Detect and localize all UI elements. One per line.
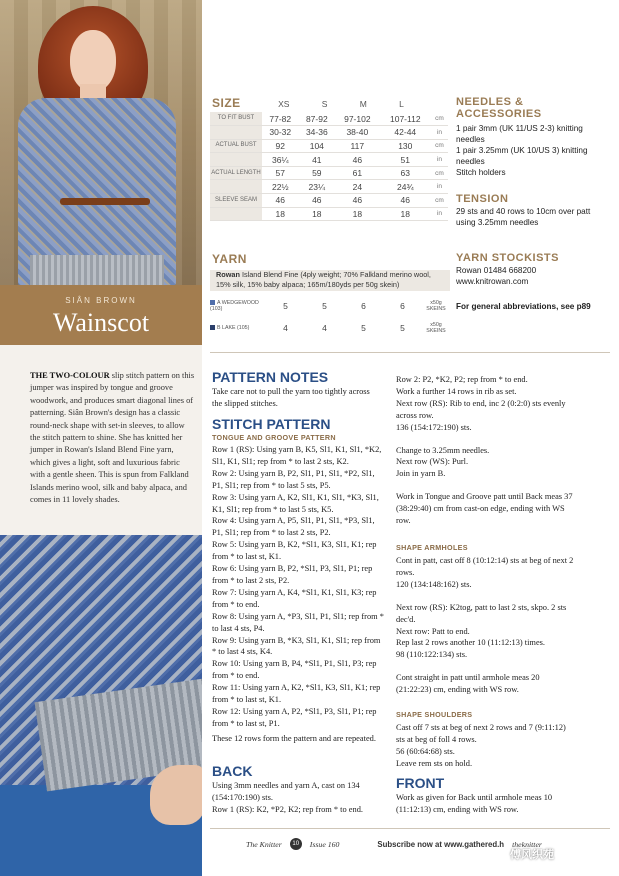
size-cell: 107-112	[380, 112, 431, 126]
size-cell: 18	[380, 207, 431, 221]
yarn-unit: x50g SKEINS	[426, 300, 446, 312]
pattern-notes-title: PATTERN NOTES	[212, 369, 329, 385]
yarn-shade	[210, 317, 266, 339]
size-cell: 38-40	[335, 126, 379, 140]
stockists-title: YARN STOCKISTS	[456, 252, 559, 264]
size-cell: 34-36	[299, 126, 336, 140]
stitch-row: Row 1 (RS): Using yarn B, K5, Sl1, K1, Sl1, *K2, Sl1, K1, Sl1; rep from * to last 2 sts, K2.	[212, 445, 382, 466]
pattern-notes-text: Take care not to pull the yarn too tightly across the slipped stitches.	[212, 387, 370, 408]
front-text: Work as given for Back until armhole meas 10 (11:12:13) cm, ending with WS row.	[396, 793, 553, 814]
size-unit: cm	[431, 112, 448, 126]
size-cell: 36¼	[262, 153, 299, 167]
size-unit: in	[431, 207, 448, 221]
shade-swatch	[210, 325, 215, 330]
needles-title: NEEDLES & ACCESSORIES	[456, 96, 542, 120]
yarn-cell: 5	[361, 323, 366, 333]
size-row-label: ACTUAL LENGTH	[210, 166, 262, 180]
size-row-label: TO FIT BUST	[210, 112, 262, 126]
size-cell: 77-82	[262, 112, 299, 126]
stitch-row: Row 2: Using yarn B, P2, Sl1, P1, Sl1, *P2, Sl1, P1, Sl1; rep from * to last 5 sts, P5.	[212, 468, 375, 490]
yarn-cell: 5	[322, 301, 327, 311]
size-cell: 130	[380, 139, 431, 153]
size-cell: 46	[335, 194, 379, 208]
size-headers: XS S M L	[278, 99, 404, 109]
size-cell: 63	[380, 166, 431, 180]
footer-divider	[210, 828, 610, 829]
yarn-cell: 4	[322, 323, 327, 333]
size-cell: 41	[299, 153, 336, 167]
size-cell: 24	[335, 180, 379, 194]
size-cell: 18	[299, 207, 336, 221]
intro-text: THE TWO-COLOUR slip stitch pattern on this jumper was inspired by tongue and groove woodwork, and produces smart diagonal lines of patterning. Siân Brown's design has a classic round-neck shape with set-in sleeves, to allow the stitch pattern to shine. She has knitted her jumper in Rowan's Island Blend Fine yarn, which gives a light, soft and luxurious fabric with a gentle sheen. This is spun from Falkland Islands merino wool, silk and baby alpaca, and comes in 11 lovely shades.	[30, 371, 195, 505]
yarn-shade	[210, 295, 266, 317]
front-title: FRONT	[396, 775, 445, 791]
size-row-label: SLEEVE SEAM	[210, 194, 262, 208]
stitch-row: Row 7: Using yarn A, K4, *Sl1, K1, Sl1, K3; rep from * to end.	[212, 587, 377, 609]
stitch-row: Row 3: Using yarn A, K2, Sl1, K1, Sl1, *K3, Sl1, K1, Sl1; rep from * to last 5 sts, K5.	[212, 492, 379, 514]
size-cell: 46	[262, 194, 299, 208]
magazine-name: The Knitter	[246, 839, 282, 849]
size-row	[210, 166, 448, 180]
size-cell: 46	[335, 153, 379, 167]
model-photo	[0, 0, 202, 285]
stitch-row: Row 4: Using yarn A, P5, Sl1, P1, Sl1, *P3, Sl1, P1, Sl1; rep from * to last 2 sts, P2.	[212, 516, 375, 538]
abbreviations-note: For general abbreviations, see p89	[456, 302, 591, 311]
watermark: 傅风织苑	[510, 849, 554, 861]
stitch-row: Row 5: Using yarn B, K2, *Sl1, K3, Sl1, K1; rep from * to last st, K1.	[212, 540, 377, 562]
needles-list: 1 pair 3mm (UK 11/US 2-3) knitting needles 1 pair 3.25mm (UK 10/US 3) knitting needles Stitch holders	[456, 124, 588, 177]
pattern-title: Wainscot	[52, 308, 150, 337]
size-cell: 117	[335, 139, 379, 153]
size-cell: 18	[262, 207, 299, 221]
stitch-pattern-title: STITCH PATTERN	[212, 416, 331, 432]
size-cell: 57	[262, 166, 299, 180]
size-title: SIZE	[212, 96, 241, 110]
yarn-cell: 6	[400, 301, 405, 311]
back-instructions: Row 2: P2, *K2, P2; rep from * to end. Work a further 14 rows in rib as set. Next row (RS): Rib to end, inc 2 (0:2:0) sts evenly across row. 136 (154:172:190) sts. Change to 3.25mm needles. Next row (WS): Purl. Join in yarn B. Work in Tongue and Groove patt until Back meas 37 (38:29:40) cm from cast-on edge, ending with WS row.	[396, 375, 573, 526]
size-cell: 22½	[262, 180, 299, 194]
size-cell: 23¼	[299, 180, 336, 194]
size-row	[210, 112, 448, 126]
shade-label: A WEDGEWOOD (103)	[210, 300, 259, 312]
shape-armholes-title: SHAPE ARMHOLES	[396, 543, 468, 552]
stitch-row: Row 8: Using yarn A, *P3, Sl1, P1, Sl1; rep from * to last 4 sts, P4.	[212, 611, 384, 633]
yarn-row	[210, 295, 450, 317]
size-cell: 59	[299, 166, 336, 180]
shape-shoulders-title: SHAPE SHOULDERS	[396, 710, 473, 719]
size-unit: in	[431, 180, 448, 194]
size-cell: 97-102	[335, 112, 379, 126]
shade-swatch	[210, 300, 215, 305]
size-cell: 18	[335, 207, 379, 221]
designer-name: SIÂN BROWN	[65, 296, 137, 305]
yarn-cell: 4	[283, 323, 288, 333]
size-row-label	[210, 180, 262, 194]
size-row-label	[210, 153, 262, 167]
stitch-row: Row 6: Using yarn B, P2, *Sl1, P3, Sl1, P1; rep from * to last 2 sts, P2.	[212, 564, 373, 585]
size-cell: 92	[262, 139, 299, 153]
yarn-cell: 5	[400, 323, 405, 333]
tension-text: 29 sts and 40 rows to 10cm over patt using 3.25mm needles	[456, 207, 591, 227]
back-row1: Row 1 (RS): K2, *P2, K2; rep from * to end.	[212, 805, 363, 814]
issue-number: Issue 160	[309, 839, 340, 849]
shape-armholes-text: Cont in patt, cast off 8 (10:12:14) sts at beg of next 2 rows. 120 (134:148:162) sts. Next row (RS): K2tog, patt to last 2 sts, skpo. 2 sts dec'd. Next row: Patt to end. Rep last 2 rows another 10 (11:12:13) times. 98 (110:122:134) sts. Cont straight in patt until armhole meas 20 (21:22:23) cm, ending with WS row.	[396, 556, 574, 695]
yarn-table	[210, 295, 450, 339]
size-row	[210, 139, 448, 153]
size-cell: 46	[299, 194, 336, 208]
size-cell: 42-44	[380, 126, 431, 140]
size-cell: 104	[299, 139, 336, 153]
size-unit: in	[431, 153, 448, 167]
size-row	[210, 153, 448, 167]
size-table	[210, 112, 448, 221]
detail-photo	[0, 535, 202, 876]
subscribe-link[interactable]: Subscribe now at www.gathered.h	[377, 839, 505, 849]
stitch-pattern-rows	[212, 444, 384, 730]
size-cell: 51	[380, 153, 431, 167]
size-row	[210, 207, 448, 221]
yarn-unit: x50g SKEINS	[426, 322, 446, 334]
size-row-label: ACTUAL BUST	[210, 139, 262, 153]
size-cell: 87-92	[299, 112, 336, 126]
size-cell: 46	[380, 194, 431, 208]
size-row	[210, 180, 448, 194]
size-row-label	[210, 207, 262, 221]
back-title: BACK	[212, 763, 253, 779]
back-text: Using 3mm needles and yarn A, cast on 134 (154:170:190) sts.	[212, 781, 360, 802]
yarn-cell: 5	[283, 301, 288, 311]
size-unit: cm	[431, 166, 448, 180]
yarn-title: YARN	[212, 252, 247, 266]
size-row	[210, 126, 448, 140]
shade-label: B LAKE (105)	[217, 325, 250, 331]
shape-shoulders-text: Cast off 7 sts at beg of next 2 rows and 7 (9:11:12) sts at beg of foll 4 rows. 56 (60:64:68) sts. Leave rem sts on hold.	[396, 723, 566, 768]
stitch-row: Row 9: Using yarn B, *K3, Sl1, K1, Sl1; rep from * to last 4 sts, K4.	[212, 635, 381, 657]
size-row-label	[210, 126, 262, 140]
yarn-cell: 6	[361, 301, 366, 311]
size-unit: cm	[431, 194, 448, 208]
size-cell: 30-32	[262, 126, 299, 140]
size-cell: 24¾	[380, 180, 431, 194]
tension-title: TENSION	[456, 193, 509, 205]
size-unit: in	[431, 126, 448, 140]
yarn-row	[210, 317, 450, 339]
stitch-row: Row 11: Using yarn A, K2, *Sl1, K3, Sl1, K1; rep from * to last st, K1.	[212, 683, 381, 705]
page-number: 10	[290, 838, 302, 850]
size-row	[210, 194, 448, 208]
stitch-pattern-closing: These 12 rows form the pattern and are repeated.	[212, 734, 376, 743]
stitch-pattern-subtitle: TONGUE AND GROOVE PATTERN	[212, 433, 336, 442]
stitch-row: Row 10: Using yarn B, P4, *Sl1, P1, Sl1, P3; rep from * to end.	[212, 659, 377, 681]
size-cell: 61	[335, 166, 379, 180]
footer-tail: theknitter	[512, 839, 542, 849]
size-unit: cm	[431, 139, 448, 153]
yarn-description: Rowan Island Blend Fine (4ply weight; 70% Falkland merino wool, 15% silk, 15% baby alpaca; 165m/180yds per 50g skein)	[210, 270, 450, 291]
stockists-list: Rowan 01484 668200 www.knitrowan.com	[456, 266, 537, 286]
stitch-row: Row 12: Using yarn A, P2, *Sl1, P3, Sl1, P1; rep from * to last st, P1.	[212, 706, 377, 728]
divider	[210, 352, 610, 353]
